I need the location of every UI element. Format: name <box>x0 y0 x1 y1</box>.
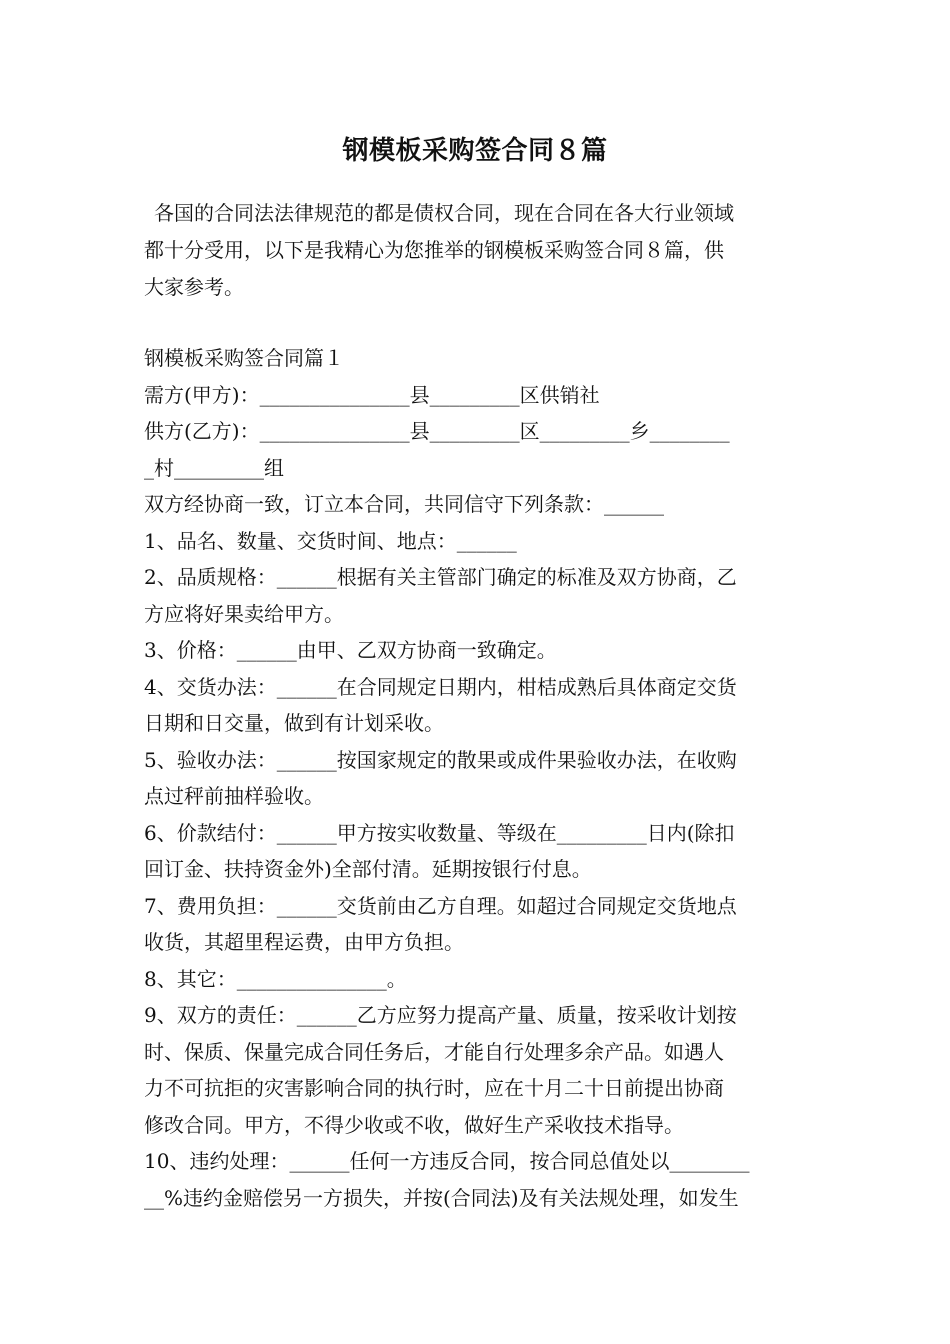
text-line: 4、交货办法：______在合同规定日期内，柑桔成熟后具体商定交货 <box>144 674 737 699</box>
text-line: 3、价格：______由甲、乙双方协商一致确定。 <box>144 638 557 662</box>
text-line: 7、费用负担：______交货前由乙方自理。如超过合同规定交货地点 <box>144 893 737 918</box>
text-line: 供方(乙方)：_______________县_________区_________乡________ <box>144 419 730 443</box>
text-line: __%违约金赔偿另一方损失，并按(合同法)及有关法规处理，如发生 <box>144 1185 739 1210</box>
text-line: 点过秤前抽样验收。 <box>144 784 324 808</box>
text-line: 需方(甲方)：_______________县_________区供销社 <box>144 382 600 407</box>
intro-line: 都十分受用，以下是我精心为您推举的钢模板采购签合同８篇，供 <box>144 238 724 262</box>
document-title: 钢模板采购签合同８篇 <box>342 136 608 166</box>
text-line: 修改合同。甲方，不得少收或不收，做好生产采收技术指导。 <box>144 1112 684 1137</box>
text-line: 收货，其超里程运费，由甲方负担。 <box>144 930 464 954</box>
intro-line: 大家参考。 <box>144 275 244 299</box>
text-line: 时、保质、保量完成合同任务后，才能自行处理多余产品。如遇人 <box>144 1039 724 1064</box>
text-line: 8、其它：_______________。 <box>144 966 407 991</box>
intro-line: 各国的合同法法律规范的都是债权合同，现在合同在各大行业领域 <box>154 201 734 225</box>
text-line: 2、品质规格：______根据有关主管部门确定的标准及双方协商，乙 <box>144 565 737 589</box>
text-line: 日期和日交量，做到有计划采收。 <box>144 711 444 735</box>
contract-body <box>144 340 812 1216</box>
text-line: 双方经协商一致，订立本合同，共同信守下列条款：______ <box>144 492 664 516</box>
text-line: 9、双方的责任：______乙方应努力提高产量、质量，按采收计划按 <box>144 1003 737 1027</box>
text-line: 回订金、扶持资金外)全部付清。延期按银行付息。 <box>144 857 592 881</box>
text-line: 方应将好果卖给甲方。 <box>144 601 344 626</box>
text-line: 6、价款结付：______甲方按实收数量、等级在_________日内(除扣 <box>144 820 735 845</box>
text-line: 1、品名、数量、交货时间、地点：______ <box>144 528 517 553</box>
text-line: 5、验收办法：______按国家规定的散果或成件果验收办法，在收购 <box>144 747 737 772</box>
text-line: 力不可抗拒的灾害影响合同的执行时，应在十月二十日前提出协商 <box>144 1076 724 1100</box>
section-heading: 钢模板采购签合同篇１ <box>144 346 344 370</box>
text-line: _村_________组 <box>144 455 284 480</box>
text-line: 10、违约处理：______任何一方违反合同，按合同总值处以________ <box>144 1149 750 1173</box>
intro-paragraph <box>144 195 812 306</box>
